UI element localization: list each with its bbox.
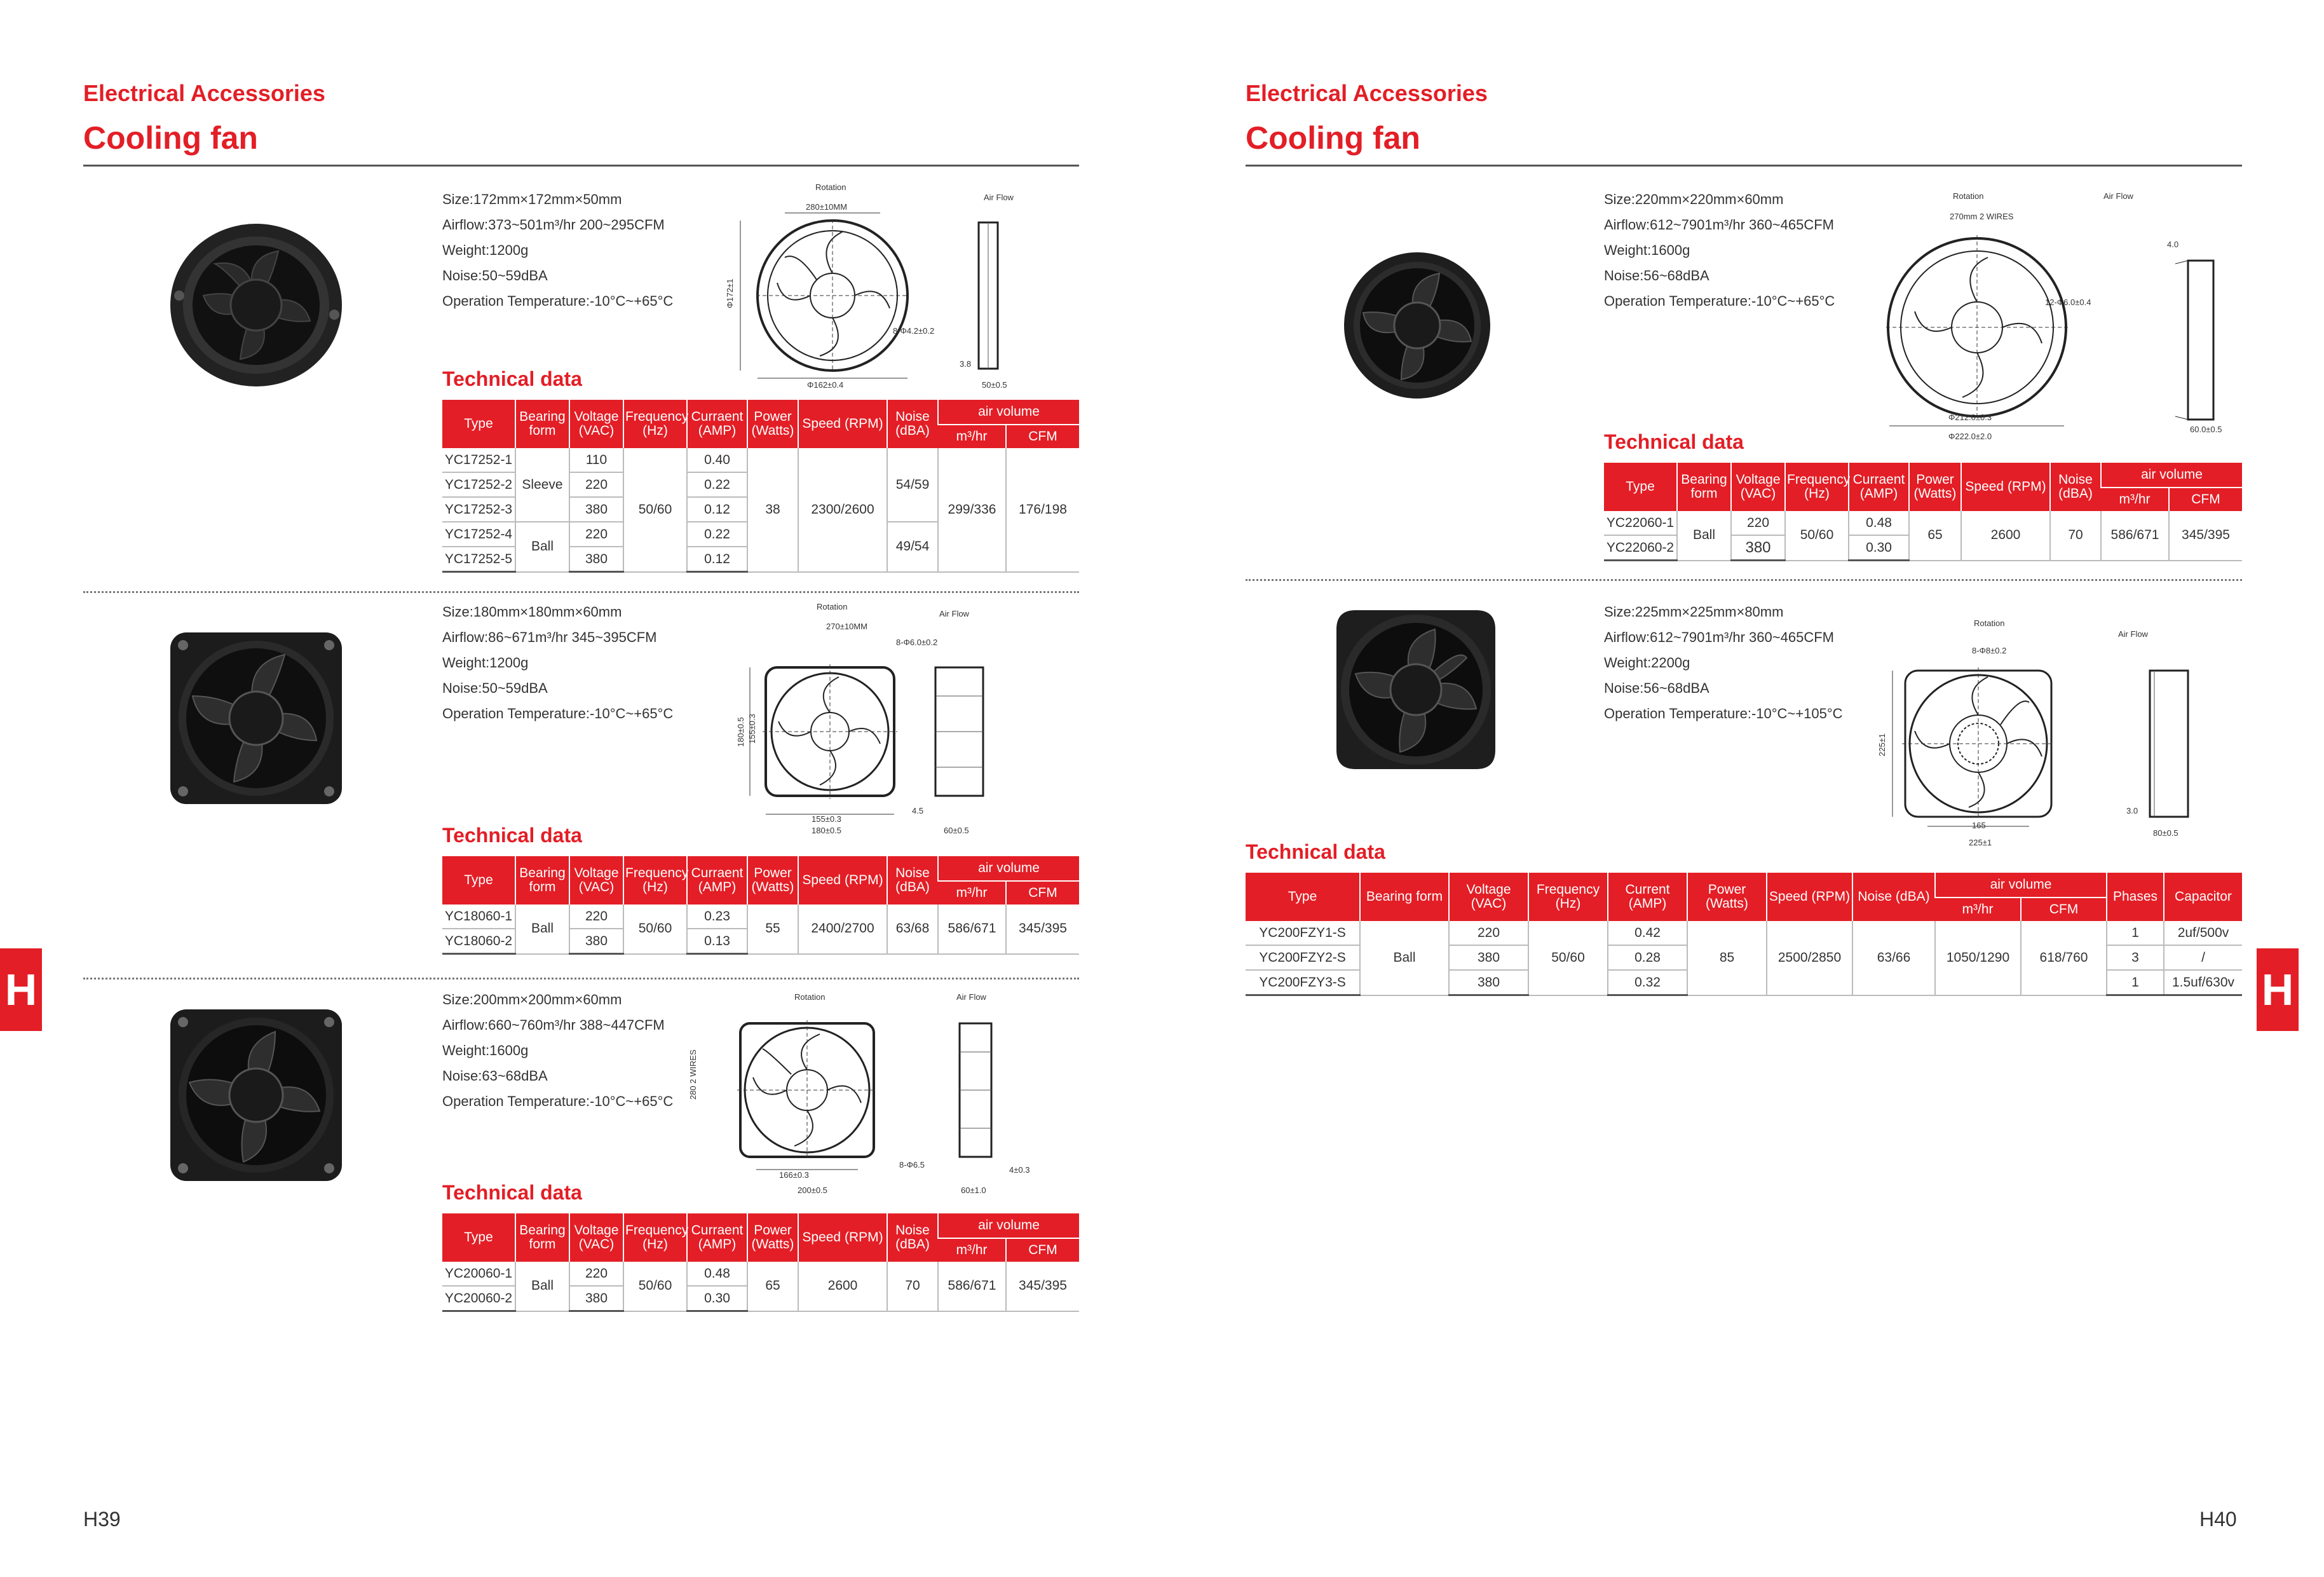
header-m3hr: m³/hr <box>2101 488 2169 511</box>
cell-current: 0.48 <box>1849 511 1909 535</box>
header-air-volume: air volume <box>1935 873 2107 898</box>
title-divider <box>83 165 1079 167</box>
cell-voltage: 110 <box>569 448 623 472</box>
spec-temperature: Operation Temperature:-10°C~+65°C <box>442 293 674 309</box>
cell-m3hr: 586/671 <box>938 905 1006 954</box>
cell-voltage: 380 <box>1449 945 1528 970</box>
cell-frequency: 50/60 <box>1785 511 1849 561</box>
cell-power: 65 <box>747 1262 798 1311</box>
technical-data-title: Technical data <box>442 824 582 847</box>
cell-current: 0.13 <box>687 929 747 954</box>
cell-current: 0.32 <box>1608 970 1687 995</box>
diagram-airflow-label: Air Flow <box>2118 629 2148 639</box>
diagram-depth-label: 50±0.5 <box>982 380 1007 390</box>
section-divider <box>83 978 1079 980</box>
fan-photo-yc17252 <box>164 219 348 391</box>
cell-current: 0.22 <box>687 472 747 497</box>
diagram-edge-label: 4.5 <box>912 806 924 816</box>
cell-bearing: Ball <box>515 905 569 954</box>
spec-noise: Noise:63~68dBA <box>442 1068 548 1084</box>
spec-size: Size:220mm×220mm×60mm <box>1604 191 1784 207</box>
spec-size: Size:180mm×180mm×60mm <box>442 604 622 620</box>
diagram-rotation-label: Rotation <box>1953 191 1984 201</box>
cell-capacitor: 1.5uf/630v <box>2164 970 2242 995</box>
header-type: Type <box>442 1213 515 1262</box>
cell-phases: 3 <box>2107 945 2164 970</box>
diagram-rotation-label: Rotation <box>815 182 846 192</box>
section-tab-h: H <box>0 948 42 1031</box>
header-noise: Noise (dBA) <box>1852 873 1935 921</box>
technical-data-title: Technical data <box>442 367 582 390</box>
diagram-dim1-label: 166±0.3 <box>779 1170 809 1180</box>
spec-size: Size:200mm×200mm×60mm <box>442 992 622 1007</box>
cell-power: 38 <box>747 448 798 572</box>
table-row <box>1246 921 2242 945</box>
diagram-dim1-label: Φ172±1 <box>725 278 735 308</box>
cell-voltage: 220 <box>1731 511 1785 535</box>
diagram-holes-label: 8-Φ6.0±0.2 <box>896 638 938 647</box>
spec-temperature: Operation Temperature:-10°C~+105°C <box>1604 706 1843 721</box>
cell-noise: 63/66 <box>1852 921 1935 995</box>
header-bearing: Bearing form <box>515 1213 569 1262</box>
cell-type: YC200FZY2-S <box>1246 945 1360 970</box>
cell-noise: 49/54 <box>887 522 938 572</box>
header-cfm: CFM <box>1006 425 1079 448</box>
cell-voltage: 380 <box>569 929 623 954</box>
cell-bearing: Ball <box>1360 921 1449 995</box>
table-row <box>442 905 1079 929</box>
header-noise: Noise (dBA) <box>887 1213 938 1262</box>
header-speed: Speed (RPM) <box>798 856 887 905</box>
diagram-holes-label: 8-Φ6.5 <box>899 1160 925 1170</box>
header-voltage: Voltage (VAC) <box>569 1213 623 1262</box>
cell-frequency: 50/60 <box>623 1262 687 1311</box>
dimension-drawing-yc17252 <box>721 181 1052 391</box>
spec-temperature: Operation Temperature:-10°C~+65°C <box>442 1093 674 1109</box>
header-noise: Noise (dBA) <box>2050 463 2101 511</box>
cell-m3hr: 299/336 <box>938 448 1006 572</box>
cell-current: 0.42 <box>1608 921 1687 945</box>
header-speed: Speed (RPM) <box>1767 873 1852 921</box>
diagram-airflow-label: Air Flow <box>939 609 969 618</box>
cell-type: YC22060-1 <box>1604 511 1677 535</box>
cell-type: YC18060-2 <box>442 929 515 954</box>
diagram-dim2-label: Φ222.0±2.0 <box>1948 432 1992 441</box>
spec-weight: Weight:1600g <box>1604 242 1690 258</box>
cell-power: 85 <box>1687 921 1767 995</box>
cell-bearing: Ball <box>515 1262 569 1311</box>
diagram-depth-label: 80±0.5 <box>2153 828 2178 838</box>
fan-photo-yc20060 <box>164 1003 348 1187</box>
cell-current: 0.12 <box>687 497 747 522</box>
spec-list <box>1604 187 1835 314</box>
header-power: Power (Watts) <box>747 1213 798 1262</box>
cell-m3hr: 586/671 <box>2101 511 2169 561</box>
header-phases: Phases <box>2107 873 2164 921</box>
cell-bearing: Ball <box>515 522 569 572</box>
header-current: Curraent (AMP) <box>687 400 747 448</box>
header-m3hr: m³/hr <box>1935 898 2021 921</box>
spec-airflow: Airflow:660~760m³/hr 388~447CFM <box>442 1017 665 1033</box>
cell-cfm: 176/198 <box>1006 448 1079 572</box>
diagram-edge-label: 4.0 <box>2167 240 2179 249</box>
header-speed: Speed (RPM) <box>798 1213 887 1262</box>
cell-phases: 1 <box>2107 970 2164 995</box>
header-cfm: CFM <box>1006 881 1079 905</box>
diagram-dim4-label: 180±0.5 <box>812 826 841 835</box>
header-bearing: Bearing form <box>1360 873 1449 921</box>
header-air-volume: air volume <box>938 856 1079 881</box>
header-voltage: Voltage (VAC) <box>569 400 623 448</box>
cell-current: 0.30 <box>687 1286 747 1311</box>
technical-data-table-yc18060 <box>442 856 1079 955</box>
cell-voltage: 220 <box>569 472 623 497</box>
cell-voltage: 220 <box>569 522 623 547</box>
diagram-airflow-label: Air Flow <box>984 193 1014 202</box>
diagram-depth-label: 60.0±0.5 <box>2190 425 2222 434</box>
cell-m3hr: 1050/1290 <box>1935 921 2021 995</box>
diagram-edge-label: 3.8 <box>960 359 972 369</box>
cell-current: 0.30 <box>1849 535 1909 561</box>
diagram-wire-label: 280±10MM <box>806 202 847 212</box>
spec-airflow: Airflow:612~7901m³/hr 360~465CFM <box>1604 629 1834 645</box>
spec-list <box>442 987 673 1114</box>
category-heading: Electrical Accessories <box>1246 80 1488 106</box>
spec-noise: Noise:56~68dBA <box>1604 268 1709 283</box>
spec-airflow: Airflow:86~671m³/hr 345~395CFM <box>442 629 657 645</box>
diagram-holes-label: 12-Φ6.0±0.4 <box>2045 297 2091 307</box>
header-current: Current (AMP) <box>1608 873 1687 921</box>
cell-m3hr: 586/671 <box>938 1262 1006 1311</box>
header-air-volume: air volume <box>938 1213 1079 1238</box>
cell-cfm: 345/395 <box>1006 1262 1079 1311</box>
cell-noise: 70 <box>887 1262 938 1311</box>
diagram-rotation-label: Rotation <box>1974 618 2005 628</box>
diagram-depth-label: 60±1.0 <box>961 1185 986 1195</box>
diagram-dim2-label: 200±0.5 <box>798 1185 827 1195</box>
spec-weight: Weight:1200g <box>442 655 529 671</box>
cell-type: YC200FZY1-S <box>1246 921 1360 945</box>
diagram-edge-label: 4±0.3 <box>1009 1165 1030 1175</box>
header-noise: Noise (dBA) <box>887 400 938 448</box>
diagram-holes-label: 8-Φ4.2±0.2 <box>893 326 935 336</box>
cell-voltage: 220 <box>569 1262 623 1286</box>
header-frequency: Frequency (Hz) <box>623 856 687 905</box>
cell-voltage: 380 <box>569 1286 623 1311</box>
cell-current: 0.23 <box>687 905 747 929</box>
cell-frequency: 50/60 <box>623 905 687 954</box>
cell-cfm: 345/395 <box>1006 905 1079 954</box>
diagram-dim1-label: 225±1 <box>1877 733 1887 756</box>
page-number: H39 <box>83 1508 121 1531</box>
header-cfm: CFM <box>2021 898 2107 921</box>
cell-current: 0.40 <box>687 448 747 472</box>
header-type: Type <box>442 400 515 448</box>
cell-voltage: 380 <box>569 547 623 572</box>
page-title: Cooling fan <box>83 120 258 156</box>
diagram-edge-label: 3.0 <box>2126 806 2138 816</box>
table-row <box>442 448 1079 472</box>
header-m3hr: m³/hr <box>938 425 1006 448</box>
cell-speed: 2300/2600 <box>798 448 887 572</box>
section-divider <box>83 591 1079 593</box>
diagram-holes-label: 8-Φ8±0.2 <box>1972 646 2007 655</box>
technical-data-table-yc22060 <box>1604 463 2242 561</box>
header-bearing: Bearing form <box>1677 463 1731 511</box>
header-voltage: Voltage (VAC) <box>1449 873 1528 921</box>
cell-type: YC17252-3 <box>442 497 515 522</box>
header-bearing: Bearing form <box>515 400 569 448</box>
cell-type: YC20060-1 <box>442 1262 515 1286</box>
cell-speed: 2400/2700 <box>798 905 887 954</box>
technical-data-table-yc200fzy <box>1246 873 2242 996</box>
cell-type: YC17252-4 <box>442 522 515 547</box>
spec-list <box>1604 599 1843 727</box>
diagram-dim1-label: 180±0.5 <box>736 717 745 747</box>
dimension-drawing-yc22060 <box>1886 188 2229 442</box>
fan-photo-yc22060 <box>1341 249 1493 402</box>
diagram-airflow-label: Air Flow <box>2103 191 2133 201</box>
header-current: Curraent (AMP) <box>687 856 747 905</box>
cell-type: YC22060-2 <box>1604 535 1677 561</box>
header-frequency: Frequency (Hz) <box>623 400 687 448</box>
section-divider <box>1246 579 2242 581</box>
cell-type: YC17252-5 <box>442 547 515 572</box>
header-air-volume: air volume <box>2101 463 2242 488</box>
header-bearing: Bearing form <box>515 856 569 905</box>
fan-photo-yc18060 <box>164 626 348 810</box>
header-m3hr: m³/hr <box>938 881 1006 905</box>
header-power: Power (Watts) <box>1909 463 1961 511</box>
cell-type: YC17252-2 <box>442 472 515 497</box>
cell-type: YC17252-1 <box>442 448 515 472</box>
cell-type: YC18060-1 <box>442 905 515 929</box>
spec-temperature: Operation Temperature:-10°C~+65°C <box>1604 293 1835 309</box>
cell-bearing: Ball <box>1677 511 1731 561</box>
header-type: Type <box>1604 463 1677 511</box>
diagram-depth-label: 60±0.5 <box>944 826 969 835</box>
cell-current: 0.48 <box>687 1262 747 1286</box>
cell-speed: 2600 <box>798 1262 887 1311</box>
diagram-dim2-label: 155±0.3 <box>747 714 757 744</box>
header-power: Power (Watts) <box>1687 873 1767 921</box>
header-current: Curraent (AMP) <box>687 1213 747 1262</box>
cell-noise: 63/68 <box>887 905 938 954</box>
cell-voltage: 220 <box>1449 921 1528 945</box>
cell-frequency: 50/60 <box>1528 921 1608 995</box>
header-capacitor: Capacitor <box>2164 873 2242 921</box>
cell-type: YC200FZY3-S <box>1246 970 1360 995</box>
cell-frequency: 50/60 <box>623 448 687 572</box>
section-tab-h: H <box>2257 948 2299 1031</box>
diagram-rotation-label: Rotation <box>794 992 826 1002</box>
page-title: Cooling fan <box>1246 120 1420 156</box>
header-type: Type <box>442 856 515 905</box>
cell-cfm: 345/395 <box>2169 511 2242 561</box>
spec-noise: Noise:50~59dBA <box>442 680 548 696</box>
cell-power: 65 <box>1909 511 1961 561</box>
cell-speed: 2600 <box>1961 511 2050 561</box>
fan-photo-yc200fzy <box>1333 607 1498 772</box>
spec-weight: Weight:1600g <box>442 1042 529 1058</box>
dimension-drawing-yc200fzy <box>1867 613 2210 849</box>
spec-list <box>442 599 673 727</box>
spec-weight: Weight:1200g <box>442 242 529 258</box>
diagram-wire-label: 270±10MM <box>826 622 867 631</box>
header-cfm: CFM <box>2169 488 2242 511</box>
cell-bearing: Sleeve <box>515 448 569 522</box>
header-type: Type <box>1246 873 1360 921</box>
cell-current: 0.28 <box>1608 945 1687 970</box>
cell-voltage: 380 <box>1449 970 1528 995</box>
spec-noise: Noise:56~68dBA <box>1604 680 1709 696</box>
diagram-dim3-label: 155±0.3 <box>812 814 841 824</box>
header-speed: Speed (RPM) <box>1961 463 2050 511</box>
header-current: Curraent (AMP) <box>1849 463 1909 511</box>
title-divider <box>1246 165 2242 167</box>
technical-data-title: Technical data <box>1604 430 1744 453</box>
spec-airflow: Airflow:612~7901m³/hr 360~465CFM <box>1604 217 1834 233</box>
diagram-dim2-label: Φ162±0.4 <box>807 380 844 390</box>
cell-capacitor: 2uf/500v <box>2164 921 2242 945</box>
header-frequency: Frequency (Hz) <box>1785 463 1849 511</box>
diagram-airflow-label: Air Flow <box>956 992 986 1002</box>
diagram-wire-label: 270mm 2 WIRES <box>1950 212 2014 221</box>
diagram-dim2-label: 165 <box>1972 821 1986 830</box>
header-m3hr: m³/hr <box>938 1238 1006 1262</box>
header-noise: Noise (dBA) <box>887 856 938 905</box>
category-heading: Electrical Accessories <box>83 80 325 106</box>
cell-cfm: 618/760 <box>2021 921 2107 995</box>
spec-size: Size:172mm×172mm×50mm <box>442 191 622 207</box>
diagram-dim1-label: Φ212.0±0.3 <box>1948 413 1992 422</box>
cell-capacitor: / <box>2164 945 2242 970</box>
diagram-dim3-label: 225±1 <box>1969 838 1992 847</box>
spec-noise: Noise:50~59dBA <box>442 268 548 283</box>
header-cfm: CFM <box>1006 1238 1079 1262</box>
dimension-drawing-yc20060 <box>686 988 1042 1205</box>
table-row <box>442 1262 1079 1286</box>
header-voltage: Voltage (VAC) <box>569 856 623 905</box>
cell-noise: 70 <box>2050 511 2101 561</box>
spec-size: Size:225mm×225mm×80mm <box>1604 604 1784 620</box>
spec-list <box>442 187 673 314</box>
spec-airflow: Airflow:373~501m³/hr 200~295CFM <box>442 217 665 233</box>
diagram-rotation-label: Rotation <box>817 602 848 611</box>
technical-data-title: Technical data <box>1246 840 1385 863</box>
technical-data-table-yc17252 <box>442 400 1079 573</box>
cell-speed: 2500/2850 <box>1767 921 1852 995</box>
header-speed: Speed (RPM) <box>798 400 887 448</box>
spec-weight: Weight:2200g <box>1604 655 1690 671</box>
page-number: H40 <box>2199 1508 2237 1531</box>
header-power: Power (Watts) <box>747 856 798 905</box>
table-row <box>1604 511 2242 535</box>
diagram-wire-label: 280 2 WIRES <box>688 1049 698 1100</box>
header-voltage: Voltage (VAC) <box>1731 463 1785 511</box>
cell-voltage: 220 <box>569 905 623 929</box>
header-frequency: Frequency (Hz) <box>623 1213 687 1262</box>
cell-current: 0.12 <box>687 547 747 572</box>
cell-current: 0.22 <box>687 522 747 547</box>
header-frequency: Frequency (Hz) <box>1528 873 1608 921</box>
right-page <box>1162 0 2324 1577</box>
cell-phases: 1 <box>2107 921 2164 945</box>
header-power: Power (Watts) <box>747 400 798 448</box>
technical-data-table-yc20060 <box>442 1213 1079 1312</box>
cell-voltage: 380 <box>1731 535 1785 561</box>
dimension-drawing-yc18060 <box>699 601 1004 842</box>
cell-noise: 54/59 <box>887 448 938 522</box>
header-air-volume: air volume <box>938 400 1079 425</box>
cell-voltage: 380 <box>569 497 623 522</box>
cell-power: 55 <box>747 905 798 954</box>
spec-temperature: Operation Temperature:-10°C~+65°C <box>442 706 674 721</box>
technical-data-title: Technical data <box>442 1181 582 1204</box>
cell-type: YC20060-2 <box>442 1286 515 1311</box>
